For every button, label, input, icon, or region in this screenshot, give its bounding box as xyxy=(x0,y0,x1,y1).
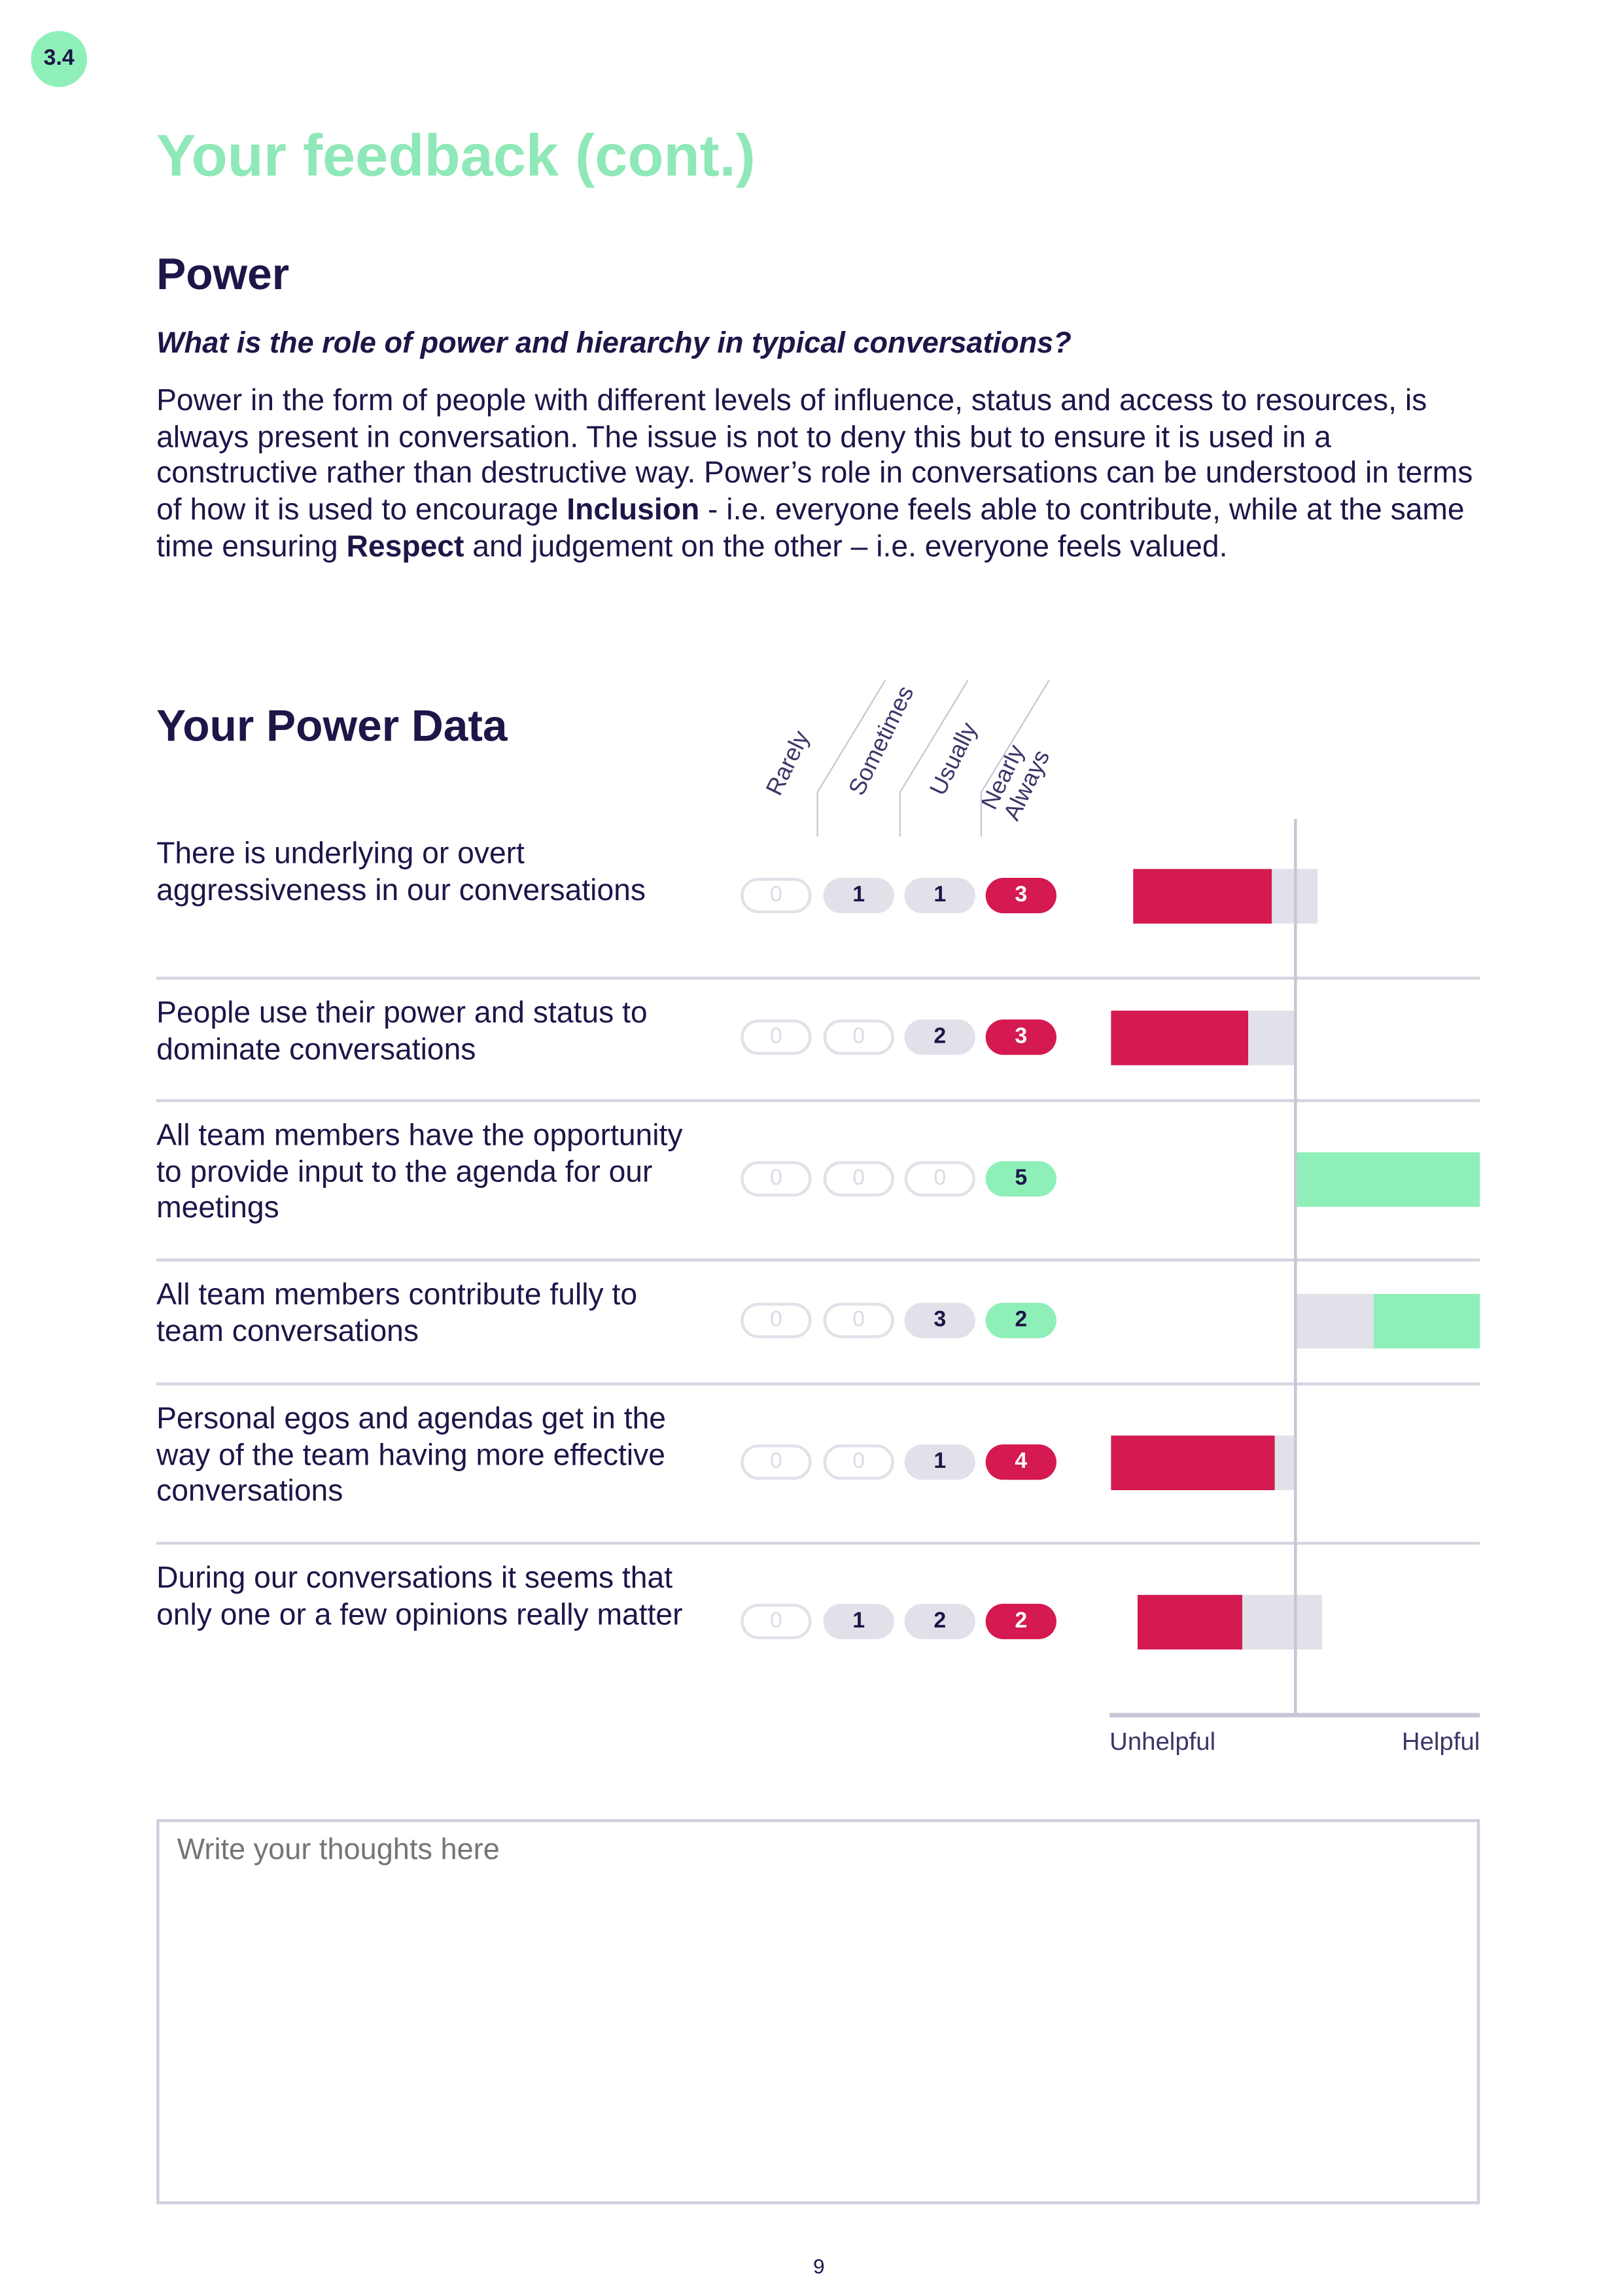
section-question: What is the role of power and hierarchy in typical conversations? xyxy=(156,327,1072,360)
bar-segment-grey xyxy=(1275,1436,1295,1490)
count-pill-rarely: 0 xyxy=(741,878,811,913)
statement-text: People use their power and status to dominate conversations xyxy=(156,996,648,1066)
count-pill-nearly-always: 3 xyxy=(986,878,1056,913)
statement-text: All team members have the opportunity to provide input to the agenda for our meetings xyxy=(156,1118,683,1225)
axis-baseline xyxy=(1109,1713,1480,1718)
statement-text: Personal egos and agendas get in the way of the team having more effective conversations xyxy=(156,1401,667,1508)
bar-segment-red xyxy=(1111,1436,1275,1490)
count-pill-nearly-always: 2 xyxy=(986,1604,1056,1639)
bar-segment-green xyxy=(1373,1294,1480,1348)
intro-paragraph xyxy=(156,383,1484,566)
count-pill-sometimes: 0 xyxy=(824,1161,894,1196)
para-text: Power in the form of people with different levels of influence, status and access to resources, is always present in conversation. The issue is not to deny this but to ensure it is used in a constructive rather than destructive way. Power’s role in conversations can be understood in terms of how it is used to encourage xyxy=(156,383,1473,527)
bar-segment-red xyxy=(1111,1011,1248,1065)
count-pill-usually: 3 xyxy=(905,1303,975,1338)
row-divider xyxy=(156,1382,1480,1385)
bar-segment-green xyxy=(1295,1153,1480,1207)
count-pill-nearly-always: 3 xyxy=(986,1020,1056,1055)
column-header-sometimes: Sometimes xyxy=(845,682,920,800)
row-divider xyxy=(156,977,1480,980)
bar-segment-red xyxy=(1133,869,1271,923)
count-pill-sometimes: 1 xyxy=(824,878,894,913)
page-title: Your feedback (cont.) xyxy=(156,124,756,189)
count-pill-usually: 2 xyxy=(905,1604,975,1639)
bar-segment-red xyxy=(1137,1595,1242,1649)
bar-segment-grey xyxy=(1295,1294,1372,1348)
statement-text: There is underlying or overt aggressiveness in our conversations xyxy=(156,836,646,907)
count-pill-usually: 1 xyxy=(905,1444,975,1480)
axis-label-helpful: Helpful xyxy=(1401,1728,1480,1756)
column-header-rarely: Rarely xyxy=(762,727,815,800)
column-header-usually: Usually xyxy=(926,719,983,800)
page-number: 9 xyxy=(812,2254,825,2278)
statement-text: All team members contribute fully to team conversations xyxy=(156,1278,638,1348)
count-pill-sometimes: 0 xyxy=(824,1303,894,1338)
count-pill-usually: 1 xyxy=(905,878,975,913)
count-pill-rarely: 0 xyxy=(741,1604,811,1639)
count-pill-rarely: 0 xyxy=(741,1161,811,1196)
count-pill-nearly-always: 5 xyxy=(986,1161,1056,1196)
row-divider xyxy=(156,1259,1480,1262)
count-pill-nearly-always: 2 xyxy=(986,1303,1056,1338)
para-bold-inclusion: Inclusion xyxy=(567,493,700,527)
bar-segment-grey xyxy=(1242,1595,1321,1649)
count-pill-sometimes: 1 xyxy=(824,1604,894,1639)
count-pill-nearly-always: 4 xyxy=(986,1444,1056,1480)
axis-label-unhelpful: Unhelpful xyxy=(1109,1728,1216,1756)
axis-center-line xyxy=(1294,819,1297,1714)
data-heading: Your Power Data xyxy=(156,702,508,752)
row-divider xyxy=(156,1542,1480,1545)
bar-segment-grey xyxy=(1248,1011,1295,1065)
row-divider xyxy=(156,1099,1480,1102)
count-pill-usually: 2 xyxy=(905,1020,975,1055)
count-pill-rarely: 0 xyxy=(741,1020,811,1055)
column-header-nearly-always: Nearly Always xyxy=(977,741,1056,825)
para-bold-respect: Respect xyxy=(346,529,464,564)
count-pill-sometimes: 0 xyxy=(824,1444,894,1480)
section-badge: 3.4 xyxy=(31,31,87,87)
count-pill-rarely: 0 xyxy=(741,1444,811,1480)
section-heading: Power xyxy=(156,251,290,300)
para-text: - i.e. everyone feels able to contribute, while at the same time ensuring xyxy=(156,493,1465,564)
count-pill-usually: 0 xyxy=(905,1161,975,1196)
count-pill-rarely: 0 xyxy=(741,1303,811,1338)
thoughts-textarea[interactable] xyxy=(156,1819,1480,2204)
column-separators xyxy=(797,671,1092,841)
count-pill-sometimes: 0 xyxy=(824,1020,894,1055)
statement-text: During our conversations it seems that only one or a few opinions really matter xyxy=(156,1561,683,1631)
para-text: and judgement on the other – i.e. everyone feels valued. xyxy=(464,529,1228,564)
